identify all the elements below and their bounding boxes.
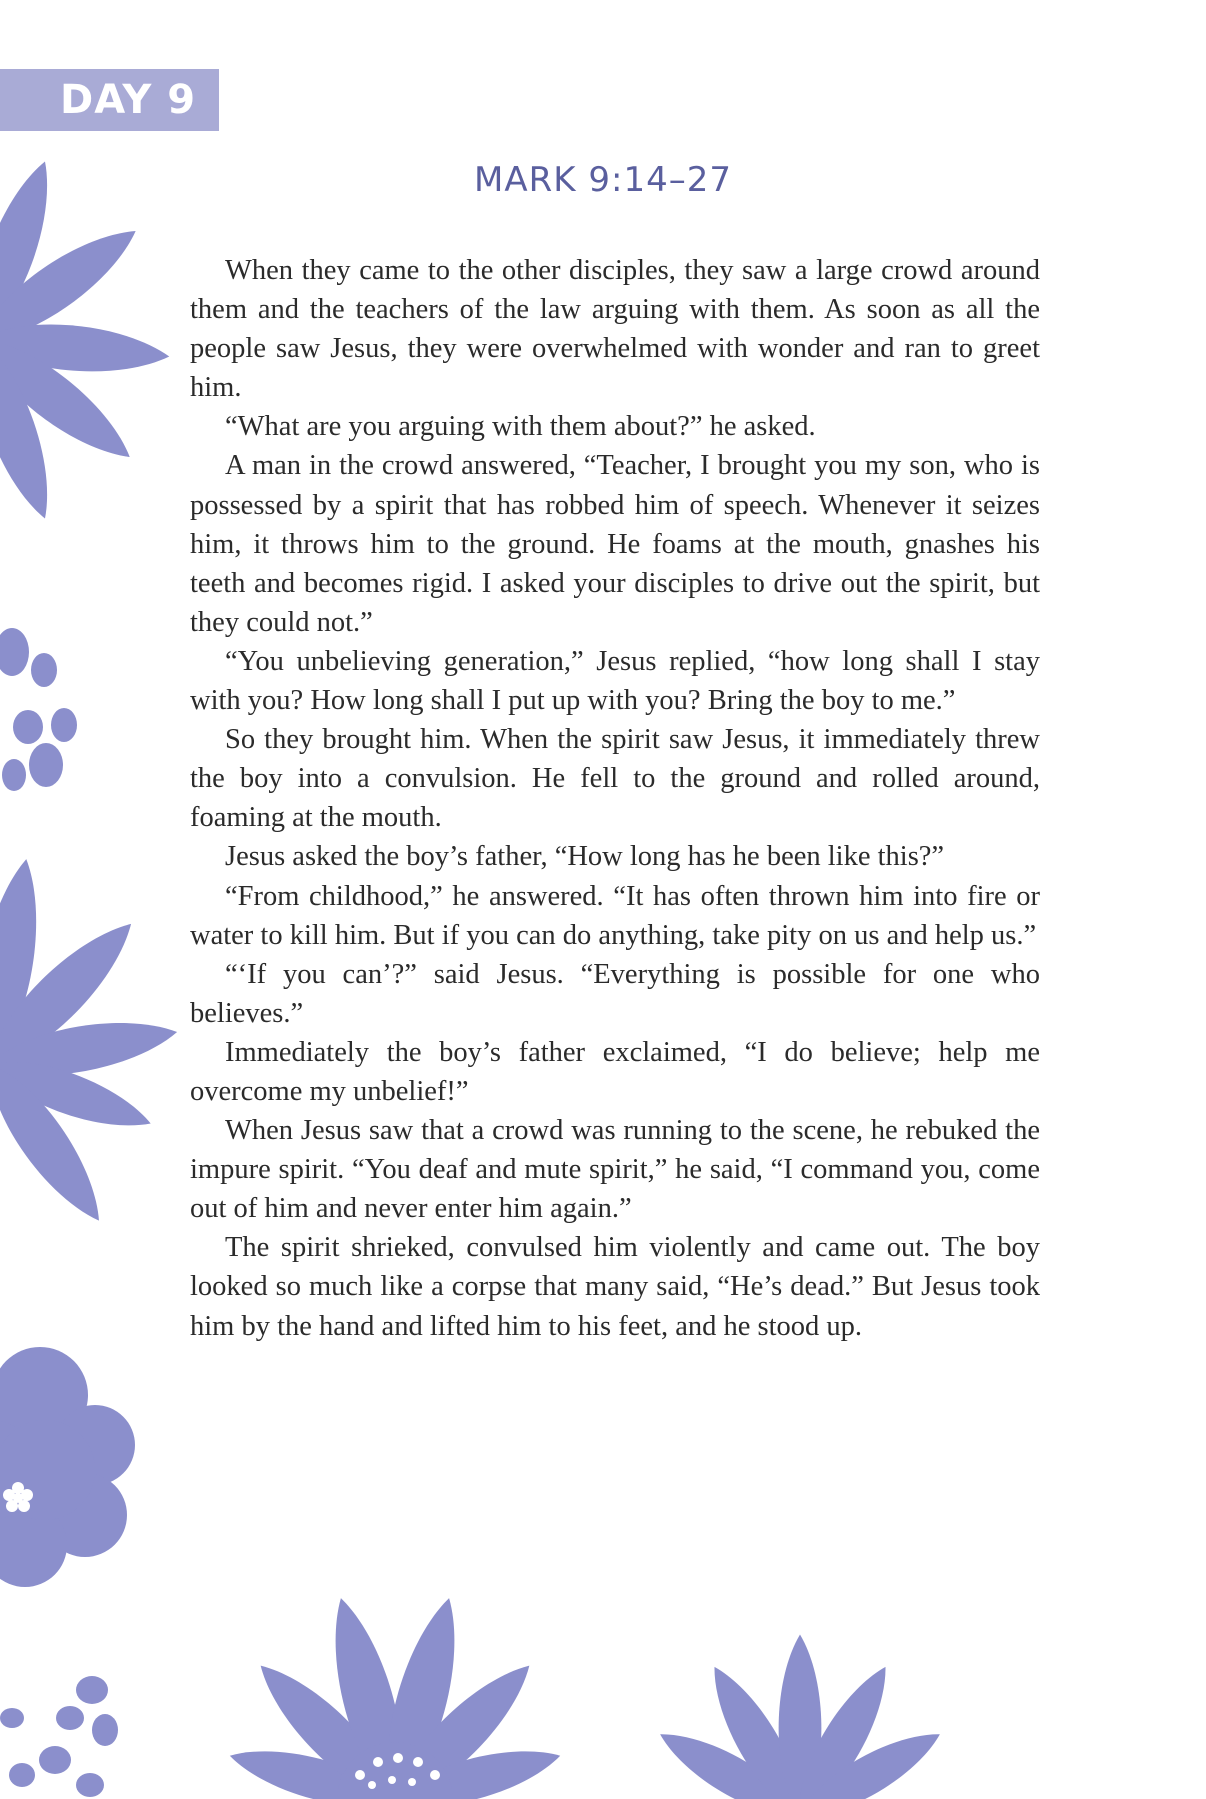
flower-bottom-right-icon: [651, 1635, 950, 1799]
dots-left-icon: [0, 628, 77, 791]
paragraph: A man in the crowd answered, “Teacher, I brought you my son, who is possessed by a spirit that has robbed him of speech. Whenever it seizes him, it throws him to the ground. He foams at the mouth, gnashes his teeth and becomes rigid. I asked your disciples to drive out the spirit, but they could not.”: [190, 450, 1040, 638]
flower-mid-left-icon: [0, 855, 181, 1234]
leaf-flower-top-left-icon: [0, 154, 171, 526]
dots-bottom-left-icon: [0, 1676, 118, 1797]
paragraph: When Jesus saw that a crowd was running to the scene, he rebuked the impure spirit. “You deaf and mute spirit,” he said, “I command you, come out of him and never enter him again.”: [190, 1115, 1040, 1225]
paragraph: “From childhood,” he answered. “It has often thrown him into fire or water to kill him. But if you can do anything, take pity on us and help us.”: [190, 880, 1040, 951]
day-label: DAY 9: [60, 77, 197, 123]
paragraph: Jesus asked the boy’s father, “How long has he been like this?”: [225, 841, 945, 873]
sunflower-bottom-icon: [225, 1592, 566, 1799]
paragraph: “What are you arguing with them about?” he asked.: [225, 411, 816, 443]
flower-bottom-left-icon: [0, 1347, 135, 1587]
scripture-text: [190, 251, 1040, 1346]
paragraph: “You unbelieving generation,” Jesus replied, “how long shall I stay with you? How long shall I put up with you? Bring the boy to me.”: [190, 645, 1040, 717]
paragraph: The spirit shrieked, convulsed him violently and came out. The boy looked so much like a corpse that many said, “He’s dead.” But Jesus took him by the hand and lifted him to his feet, and he stood up.: [190, 1232, 1040, 1342]
paragraph: When they came to the other disciples, they saw a large crowd around them and the teachers of the law arguing with them. As soon as all the people saw Jesus, they were overwhelmed with wonder and ran to greet him.: [190, 255, 1040, 404]
paragraph: “‘If you can’?” said Jesus. “Everything is possible for one who believes.”: [190, 958, 1040, 1029]
paragraph: Immediately the boy’s father exclaimed, “I do believe; help me overcome my unbelief!”: [190, 1036, 1040, 1107]
paragraph: So they brought him. When the spirit saw Jesus, it immediately threw the boy into a convulsion. He fell to the ground and rolled around, foaming at the mouth.: [190, 724, 1040, 834]
day-label-tab: [0, 69, 219, 131]
passage-title: MARK 9:14–27: [474, 160, 732, 200]
